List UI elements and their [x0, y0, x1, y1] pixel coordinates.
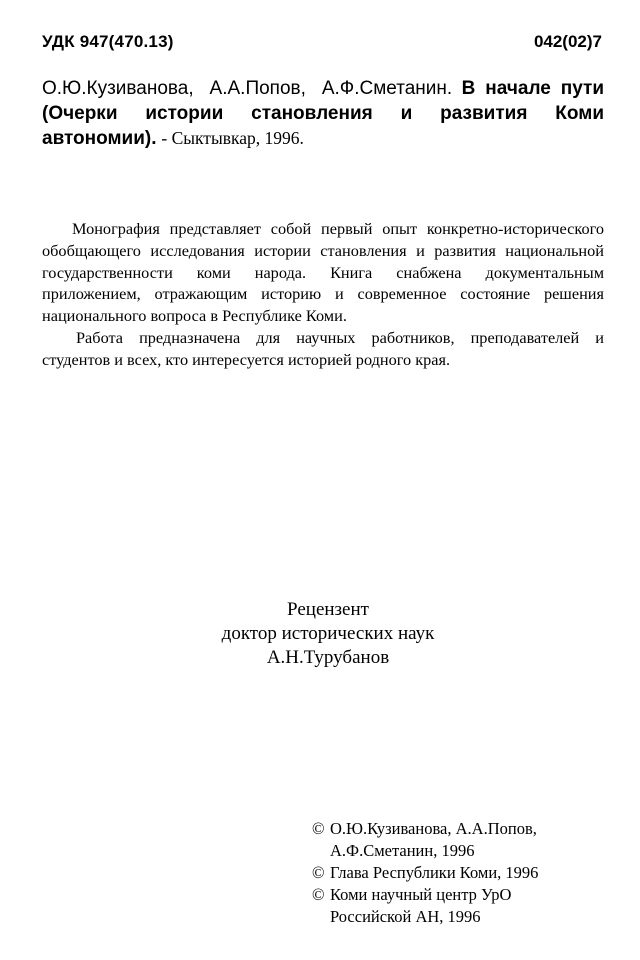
- citation-authors: О.Ю.Кузиванова, А.А.Попов, А.Ф.Сметанин.: [42, 78, 453, 99]
- copyright-icon: ©: [312, 819, 325, 838]
- copyright-icon: ©: [312, 885, 325, 904]
- abstract-paragraph-1: Монография представляет собой первый опыт конкретно-исторического обобщающего исследования истории становления и развития национальной государственности коми народа. Книга снабжена документальным приложением, отражающим историю и современное состояние решения национального вопроса в Республике Коми.: [42, 219, 604, 326]
- publication-code: 042(02)7: [533, 32, 602, 51]
- citation-title: В начале пути (Очерки истории становления и развития Коми автономии).: [42, 78, 604, 149]
- copyright-line-center-cont: Российской АН, 1996: [330, 907, 481, 926]
- abstract-paragraph-2: Работа предназначена для научных работников, преподавателей и студентов и всех, кто интересуется историей родного края.: [42, 327, 604, 369]
- copyright-line-head: © Глава Республики Коми, 1996: [312, 863, 539, 882]
- copyright-line-authors-cont: А.Ф.Сметанин, 1996: [330, 841, 475, 860]
- bibliographic-citation: [42, 76, 604, 151]
- udk-code: УДК 947(470.13): [42, 32, 174, 51]
- copyright-line-center: © Коми научный центр УрО: [312, 885, 512, 904]
- citation-place-year: - Сыктывкар, 1996.: [161, 128, 304, 148]
- copyright-icon: ©: [312, 863, 325, 882]
- copyright-block: [312, 818, 538, 928]
- reviewer-name: А.Н.Турубанов: [266, 647, 390, 668]
- reviewer-label: Рецензент: [287, 599, 369, 620]
- reviewer-block: [0, 598, 640, 670]
- abstract: [42, 218, 604, 371]
- copyright-line-authors: © О.Ю.Кузиванова, А.А.Попов,: [312, 819, 537, 838]
- reviewer-degree: доктор исторических наук: [221, 623, 435, 644]
